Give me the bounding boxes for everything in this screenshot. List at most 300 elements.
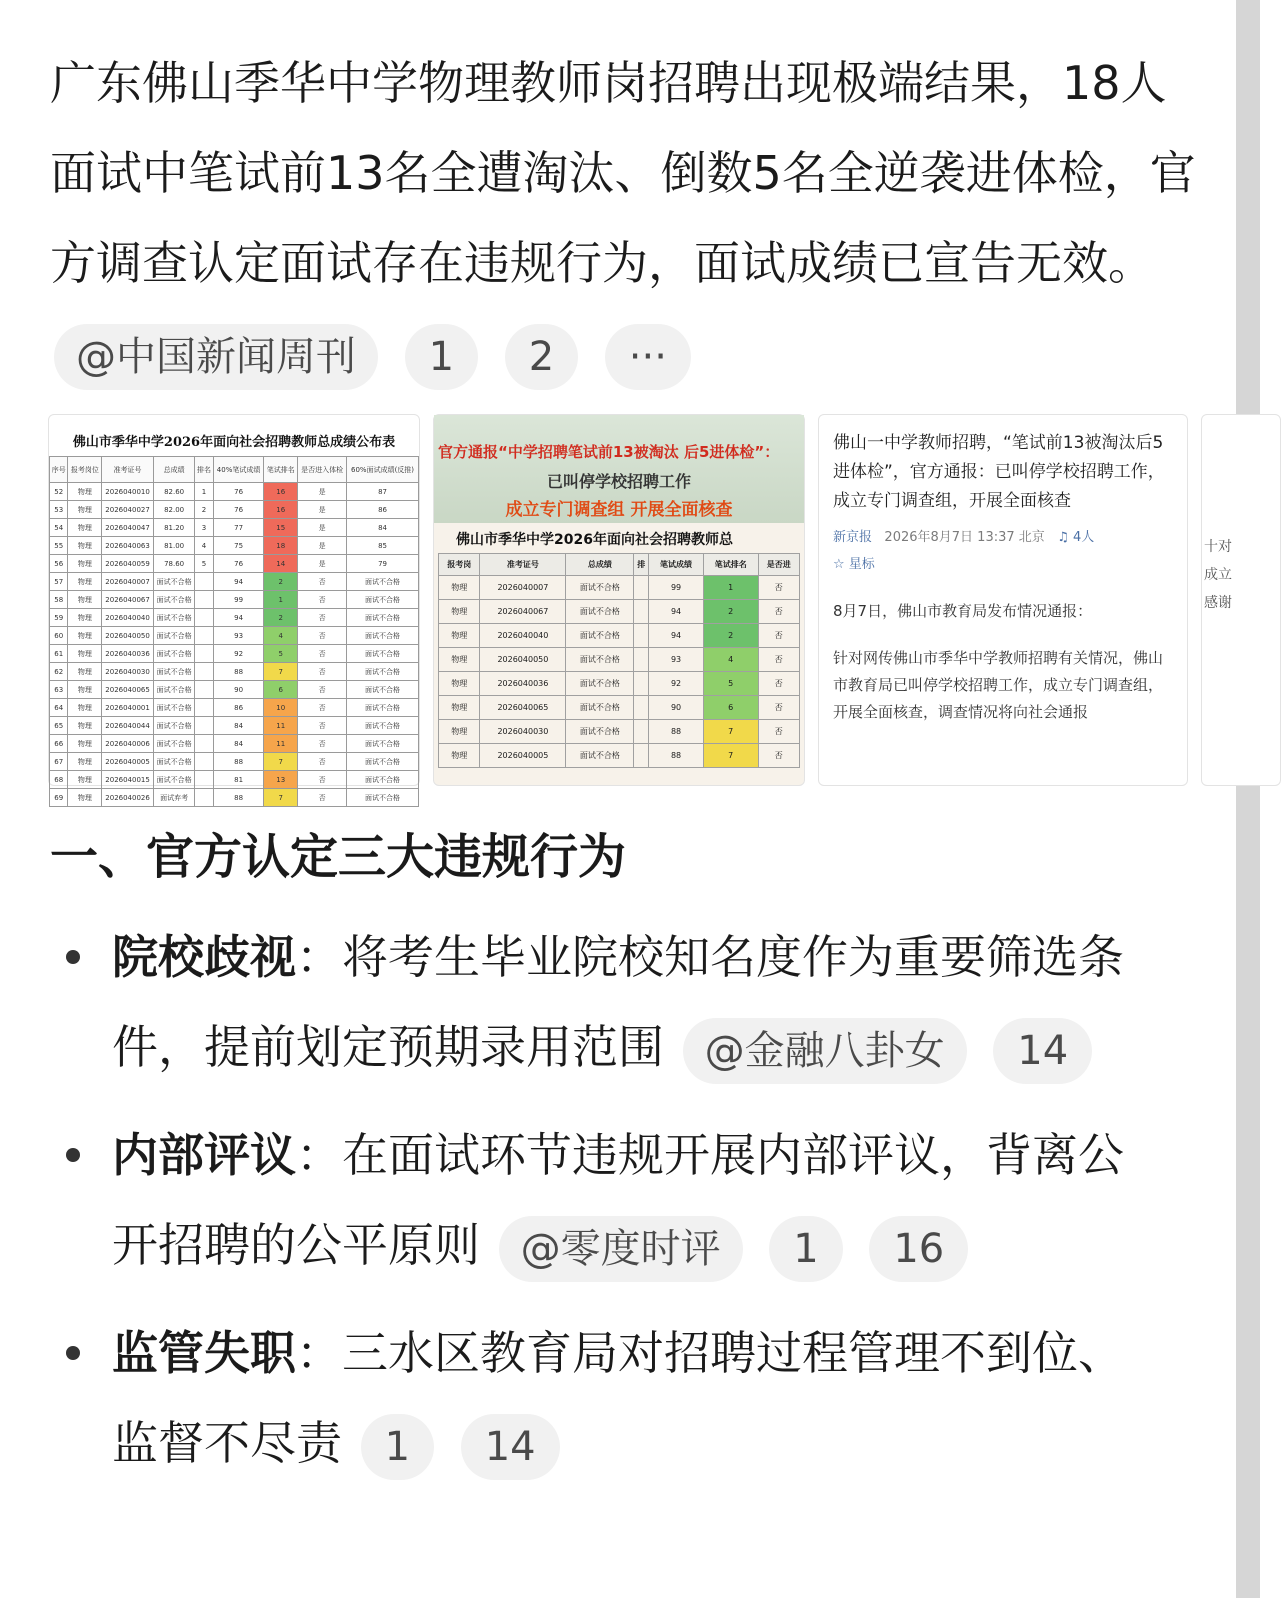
table-cell: 物理 xyxy=(68,555,102,573)
table-cell: 2 xyxy=(703,624,758,648)
table-cell: 10 xyxy=(264,699,298,717)
banner-line: 已叫停学校招聘工作 xyxy=(546,472,691,491)
table-row xyxy=(50,555,419,573)
table-cell: 2026040067 xyxy=(102,591,154,609)
table-row xyxy=(50,609,419,627)
summary-text: 广东佛山季华中学物理教师岗招聘出现极端结果，18人面试中笔试前13名全遭淘汰、倒数5名全逆袭进体检，官方调查认定面试存在违规行为，面试成绩已宣告无效。 xyxy=(50,56,1196,290)
table-cell: 2026040036 xyxy=(480,672,566,696)
table-cell: 75 xyxy=(213,537,264,555)
star-button[interactable] xyxy=(819,545,1187,572)
table-cell: 面试不合格 xyxy=(153,681,194,699)
bullet-separator: ： xyxy=(296,930,342,984)
table-cell xyxy=(195,591,213,609)
bullet-item xyxy=(62,912,1162,1092)
table-header-cell: 报考岗 xyxy=(439,554,480,576)
table-cell: 物理 xyxy=(68,483,102,501)
table-cell: 61 xyxy=(50,645,68,663)
table-cell: 物理 xyxy=(68,573,102,591)
table-cell: 2026040059 xyxy=(102,555,154,573)
ref-chip[interactable]: 1 xyxy=(361,1414,434,1480)
table-cell: 面试不合格 xyxy=(347,771,419,789)
table-cell: 16 xyxy=(264,483,298,501)
table-cell: 62 xyxy=(50,663,68,681)
ref-chip[interactable]: 16 xyxy=(869,1216,968,1282)
image-score-table[interactable] xyxy=(48,414,420,802)
source-chip[interactable]: @零度时评 xyxy=(499,1216,743,1282)
partial-text-line: 感谢 xyxy=(1204,595,1232,611)
table-header-cell: 准考证号 xyxy=(102,457,154,483)
table-cell xyxy=(634,672,649,696)
score-table xyxy=(438,553,800,768)
table-header-cell: 排 xyxy=(634,554,649,576)
table-cell: 物理 xyxy=(68,717,102,735)
table-cell: 否 xyxy=(298,573,347,591)
table-row xyxy=(439,600,800,624)
table-cell xyxy=(195,789,213,807)
table-cell xyxy=(195,699,213,717)
table-cell: 7 xyxy=(703,744,758,768)
table-cell: 2026040030 xyxy=(480,720,566,744)
table-cell: 面试不合格 xyxy=(153,753,194,771)
table-row xyxy=(50,681,419,699)
bullet-text: 在面试环节违规开展内部评议，背离公开招聘的公平原则 xyxy=(112,1128,1124,1272)
banner-line: 成立专门调查组 开展全面核查 xyxy=(505,500,733,520)
table-cell: 76 xyxy=(213,483,264,501)
table-cell: 88 xyxy=(213,663,264,681)
table-cell: 否 xyxy=(758,672,799,696)
table-cell: 面试不合格 xyxy=(347,663,419,681)
table-cell: 5 xyxy=(195,555,213,573)
table-cell: 92 xyxy=(213,645,264,663)
table-cell: 面试不合格 xyxy=(153,627,194,645)
table-cell: 69 xyxy=(50,789,68,807)
table-cell: 物理 xyxy=(68,645,102,663)
table-cell: 99 xyxy=(649,576,704,600)
table-cell: 面试不合格 xyxy=(153,609,194,627)
table-cell: 2 xyxy=(264,573,298,591)
table-cell: 物理 xyxy=(68,753,102,771)
table-cell: 否 xyxy=(298,753,347,771)
table-cell: 2026040007 xyxy=(480,576,566,600)
table-cell: 面试不合格 xyxy=(347,591,419,609)
table-cell: 面试不合格 xyxy=(153,717,194,735)
ref-chip[interactable]: 1 xyxy=(405,324,478,390)
more-button[interactable]: ··· xyxy=(605,324,691,390)
table-row xyxy=(439,624,800,648)
table-cell: 是 xyxy=(298,519,347,537)
table-cell: 99 xyxy=(213,591,264,609)
table-cell: 57 xyxy=(50,573,68,591)
table-cell: 面试不合格 xyxy=(153,735,194,753)
table-row xyxy=(50,735,419,753)
table-cell: 78.60 xyxy=(153,555,194,573)
table-cell: 87 xyxy=(347,483,419,501)
table-cell xyxy=(195,735,213,753)
table-cell: 物理 xyxy=(68,789,102,807)
image-carousel[interactable] xyxy=(48,414,1260,802)
table-cell: 93 xyxy=(213,627,264,645)
table-cell: 7 xyxy=(264,753,298,771)
table-header-cell: 笔试成绩 xyxy=(649,554,704,576)
table-cell: 否 xyxy=(298,663,347,681)
table-cell: 面试不合格 xyxy=(566,720,634,744)
table-cell: 64 xyxy=(50,699,68,717)
table-cell: 面试不合格 xyxy=(347,699,419,717)
table-cell: 76 xyxy=(213,555,264,573)
table-cell: 面试不合格 xyxy=(153,699,194,717)
table-cell: 否 xyxy=(758,576,799,600)
ref-chip[interactable]: 14 xyxy=(993,1018,1092,1084)
table-cell: 68 xyxy=(50,771,68,789)
table-cell: 88 xyxy=(213,789,264,807)
table-cell: 5 xyxy=(264,645,298,663)
table-cell: 2026040015 xyxy=(102,771,154,789)
table-cell: 82.60 xyxy=(153,483,194,501)
partial-text-line: 十对 xyxy=(1204,539,1232,555)
table-cell: 物理 xyxy=(68,537,102,555)
star-icon: ☆ xyxy=(833,557,845,572)
table-cell: 否 xyxy=(298,699,347,717)
table-cell: 93 xyxy=(649,648,704,672)
table-cell: 否 xyxy=(298,771,347,789)
table-cell xyxy=(195,681,213,699)
bullet-item xyxy=(62,1308,1162,1488)
table-cell: 63 xyxy=(50,681,68,699)
bullet-separator: ： xyxy=(296,1326,342,1380)
table-cell: 2026040036 xyxy=(102,645,154,663)
table-cell: 2026040030 xyxy=(102,663,154,681)
table-cell: 物理 xyxy=(439,648,480,672)
table-cell: 物理 xyxy=(68,681,102,699)
table-cell: 物理 xyxy=(68,699,102,717)
table-cell: 52 xyxy=(50,483,68,501)
table-cell: 1 xyxy=(703,576,758,600)
table-cell: 2 xyxy=(264,609,298,627)
star-label: 星标 xyxy=(848,557,875,572)
table-cell: 5 xyxy=(703,672,758,696)
image-partial[interactable] xyxy=(1201,414,1281,786)
table-row xyxy=(439,696,800,720)
table-cell: 物理 xyxy=(68,735,102,753)
table-cell: 物理 xyxy=(68,501,102,519)
article-body xyxy=(819,572,1187,726)
table-cell: 81.00 xyxy=(153,537,194,555)
table-cell: 7 xyxy=(264,789,298,807)
table-cell: 否 xyxy=(298,609,347,627)
table-cell xyxy=(195,627,213,645)
bullet-label: 院校歧视 xyxy=(112,930,296,984)
table-row xyxy=(50,483,419,501)
table-cell: 是 xyxy=(298,537,347,555)
table-cell: 2026040044 xyxy=(102,717,154,735)
table-cell: 面试不合格 xyxy=(347,681,419,699)
table-cell: 面试不合格 xyxy=(153,573,194,591)
bullet-label: 内部评议 xyxy=(112,1128,296,1182)
table-row xyxy=(50,501,419,519)
table-cell xyxy=(195,645,213,663)
table-cell: 2026040047 xyxy=(102,519,154,537)
table-cell: 66 xyxy=(50,735,68,753)
banner-line: 官方通报“中学招聘笔试前13被淘汰 后5进体检”： xyxy=(438,443,780,461)
table-cell: 否 xyxy=(298,717,347,735)
table-header-cell: 笔试排名 xyxy=(264,457,298,483)
table-cell: 81.20 xyxy=(153,519,194,537)
table-cell: 面试不合格 xyxy=(153,645,194,663)
partial-text xyxy=(1202,415,1280,617)
table-cell: 物理 xyxy=(439,672,480,696)
table-cell: 否 xyxy=(758,696,799,720)
table-cell: 物理 xyxy=(68,609,102,627)
table-cell xyxy=(634,696,649,720)
table-cell: 面试不合格 xyxy=(566,744,634,768)
table-header-cell: 笔试排名 xyxy=(703,554,758,576)
summary-paragraph xyxy=(50,38,1200,398)
table-cell: 2026040026 xyxy=(102,789,154,807)
table-cell: 94 xyxy=(649,624,704,648)
bullet-dot-icon xyxy=(66,950,80,964)
table-cell: 2026040005 xyxy=(480,744,566,768)
article-listeners: 4人 xyxy=(1072,530,1095,545)
table-cell: 82.00 xyxy=(153,501,194,519)
table-cell xyxy=(634,720,649,744)
ref-chip[interactable]: 2 xyxy=(505,324,578,390)
table-header-cell: 总成绩 xyxy=(153,457,194,483)
table-cell: 76 xyxy=(213,501,264,519)
table-cell: 90 xyxy=(213,681,264,699)
bullet-separator: ： xyxy=(296,1128,342,1182)
ref-chip[interactable]: 14 xyxy=(461,1414,560,1480)
table-header-cell: 排名 xyxy=(195,457,213,483)
table-cell xyxy=(195,717,213,735)
table-row xyxy=(50,537,419,555)
table-cell xyxy=(634,600,649,624)
table-cell: 2 xyxy=(195,501,213,519)
table-cell: 面试不合格 xyxy=(347,789,419,807)
table-cell: 86 xyxy=(347,501,419,519)
table-cell: 2026040010 xyxy=(102,483,154,501)
table-cell: 2026040065 xyxy=(480,696,566,720)
table-cell: 物理 xyxy=(439,624,480,648)
table-header-cell: 是否进入体检 xyxy=(298,457,347,483)
image-article[interactable] xyxy=(818,414,1188,786)
table-cell xyxy=(195,753,213,771)
table-cell: 是 xyxy=(298,483,347,501)
bullet-label: 监管失职 xyxy=(112,1326,296,1380)
table-cell: 56 xyxy=(50,555,68,573)
table-cell: 65 xyxy=(50,717,68,735)
table-header-cell: 序号 xyxy=(50,457,68,483)
table-cell: 物理 xyxy=(439,696,480,720)
table-cell: 否 xyxy=(758,648,799,672)
table-cell xyxy=(634,576,649,600)
table-cell: 2026040065 xyxy=(102,681,154,699)
bullet-text: 将考生毕业院校知名度作为重要筛选条件，提前划定预期录用范围 xyxy=(112,930,1124,1074)
table-title: 佛山市季华中学2026年面向社会招聘教师总成绩公布表 xyxy=(72,435,396,450)
table-cell: 否 xyxy=(758,600,799,624)
table-cell: 否 xyxy=(298,645,347,663)
table-cell: 否 xyxy=(298,627,347,645)
table-cell: 2026040006 xyxy=(102,735,154,753)
table-cell: 77 xyxy=(213,519,264,537)
table-cell: 面试不合格 xyxy=(347,609,419,627)
table-cell: 物理 xyxy=(68,519,102,537)
table-cell: 面试不合格 xyxy=(347,573,419,591)
table-cell: 面试不合格 xyxy=(347,627,419,645)
table-header-cell: 总成绩 xyxy=(566,554,634,576)
table-cell: 1 xyxy=(264,591,298,609)
table-cell: 6 xyxy=(703,696,758,720)
table-row xyxy=(50,771,419,789)
headphone-icon: ♫ xyxy=(1057,530,1069,545)
table-row xyxy=(50,789,419,807)
table-cell xyxy=(195,573,213,591)
table-cell: 物理 xyxy=(68,591,102,609)
table-row xyxy=(50,753,419,771)
table-cell: 面试不合格 xyxy=(566,624,634,648)
table-row xyxy=(439,672,800,696)
table-row xyxy=(50,699,419,717)
table-cell: 13 xyxy=(264,771,298,789)
table-cell: 面试不合格 xyxy=(347,717,419,735)
table-cell: 否 xyxy=(298,591,347,609)
table-cell: 物理 xyxy=(68,663,102,681)
table-cell: 84 xyxy=(213,717,264,735)
table-cell: 2026040067 xyxy=(480,600,566,624)
table-row xyxy=(50,591,419,609)
table-cell: 88 xyxy=(213,753,264,771)
article-title: 佛山一中学教师招聘，“笔试前13被淘汰后5进体检”，官方通报：已叫停学校招聘工作，成立专门调查组，开展全面核查 xyxy=(833,433,1165,511)
table-cell: 86 xyxy=(213,699,264,717)
table-row xyxy=(439,576,800,600)
table-cell: 67 xyxy=(50,753,68,771)
table-cell: 88 xyxy=(649,744,704,768)
table-header-cell: 准考证号 xyxy=(480,554,566,576)
table-cell: 物理 xyxy=(439,600,480,624)
table-cell xyxy=(195,663,213,681)
table-cell: 面试不合格 xyxy=(566,600,634,624)
table-cell: 否 xyxy=(758,624,799,648)
table-cell: 物理 xyxy=(439,744,480,768)
ref-chip[interactable]: 1 xyxy=(769,1216,842,1282)
table-cell xyxy=(195,771,213,789)
source-chip[interactable]: @中国新闻周刊 xyxy=(54,324,378,390)
table-cell: 84 xyxy=(213,735,264,753)
table-cell: 2026040063 xyxy=(102,537,154,555)
table-row xyxy=(50,519,419,537)
article-source: 新京报 xyxy=(833,530,873,545)
bullet-dot-icon xyxy=(66,1346,80,1360)
table-cell: 面试不合格 xyxy=(566,576,634,600)
table-cell: 物理 xyxy=(439,576,480,600)
table-cell: 面试不合格 xyxy=(153,771,194,789)
table-title: 佛山市季华中学2026年面向社会招聘教师总 xyxy=(456,532,733,548)
table-cell: 79 xyxy=(347,555,419,573)
scrollbar[interactable] xyxy=(1236,0,1260,1598)
table-cell: 面试不合格 xyxy=(566,648,634,672)
table-cell: 2026040040 xyxy=(102,609,154,627)
table-cell: 4 xyxy=(195,537,213,555)
table-cell: 60 xyxy=(50,627,68,645)
table-cell: 否 xyxy=(298,735,347,753)
table-cell: 2 xyxy=(703,600,758,624)
table-cell: 面试不合格 xyxy=(347,753,419,771)
table-header-cell: 是否进 xyxy=(758,554,799,576)
table-cell: 90 xyxy=(649,696,704,720)
table-cell: 面试不合格 xyxy=(566,696,634,720)
table-row xyxy=(50,627,419,645)
table-cell: 否 xyxy=(298,681,347,699)
table-cell: 否 xyxy=(298,789,347,807)
table-cell xyxy=(634,744,649,768)
table-cell: 7 xyxy=(703,720,758,744)
table-cell: 面试弃考 xyxy=(153,789,194,807)
table-header-cell: 60%面试成绩(反推) xyxy=(347,457,419,483)
table-cell: 94 xyxy=(649,600,704,624)
table-cell: 4 xyxy=(703,648,758,672)
bullet-item xyxy=(62,1110,1162,1290)
table-row xyxy=(50,717,419,735)
partial-text-line: 成立 xyxy=(1204,567,1232,583)
table-row xyxy=(50,573,419,591)
table-cell: 2026040040 xyxy=(480,624,566,648)
bullet-dot-icon xyxy=(66,1148,80,1162)
table-cell: 6 xyxy=(264,681,298,699)
table-cell: 94 xyxy=(213,573,264,591)
table-cell: 55 xyxy=(50,537,68,555)
image-news-screenshot[interactable] xyxy=(433,414,805,786)
table-header-cell: 报考岗位 xyxy=(68,457,102,483)
table-row xyxy=(439,648,800,672)
table-cell: 7 xyxy=(264,663,298,681)
table-cell: 58 xyxy=(50,591,68,609)
table-cell: 94 xyxy=(213,609,264,627)
table-cell: 16 xyxy=(264,501,298,519)
table-cell: 是 xyxy=(298,555,347,573)
table-cell: 1 xyxy=(195,483,213,501)
table-cell xyxy=(634,648,649,672)
score-table xyxy=(49,456,419,807)
table-cell: 2026040007 xyxy=(102,573,154,591)
table-cell: 面试不合格 xyxy=(153,663,194,681)
table-cell: 2026040027 xyxy=(102,501,154,519)
table-cell: 物理 xyxy=(68,771,102,789)
table-cell: 18 xyxy=(264,537,298,555)
table-row xyxy=(439,744,800,768)
table-cell: 81 xyxy=(213,771,264,789)
table-cell: 2026040001 xyxy=(102,699,154,717)
table-cell: 53 xyxy=(50,501,68,519)
table-cell: 否 xyxy=(758,720,799,744)
bullet-text: 三水区教育局对招聘过程管理不到位、监督不尽责 xyxy=(112,1326,1124,1470)
table-cell: 85 xyxy=(347,537,419,555)
article-meta xyxy=(819,516,1187,545)
table-cell: 面试不合格 xyxy=(347,735,419,753)
news-banner xyxy=(434,415,804,523)
table-cell: 2026040050 xyxy=(102,627,154,645)
table-cell: 是 xyxy=(298,501,347,519)
table-cell: 88 xyxy=(649,720,704,744)
section-heading: 一、官方认定三大违规行为 xyxy=(50,829,627,885)
table-cell: 面试不合格 xyxy=(347,645,419,663)
table-cell xyxy=(634,624,649,648)
table-cell: 2026040005 xyxy=(102,753,154,771)
table-cell: 11 xyxy=(264,717,298,735)
bullet-list xyxy=(62,912,1162,1506)
table-cell: 92 xyxy=(649,672,704,696)
table-cell: 物理 xyxy=(439,720,480,744)
table-cell: 面试不合格 xyxy=(566,672,634,696)
source-chip[interactable]: @金融八卦女 xyxy=(683,1018,967,1084)
